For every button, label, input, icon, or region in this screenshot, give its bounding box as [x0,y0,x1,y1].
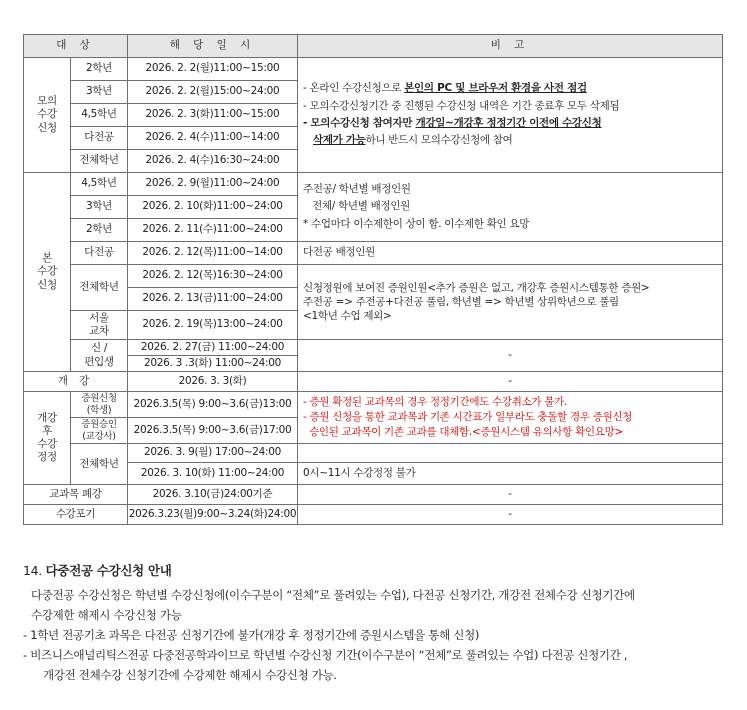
withdraw-label: 수강포기 [24,505,128,525]
row-target: 전체학년 [71,150,128,173]
new-student-note: - [298,340,723,372]
row-target: 전체학년 [71,444,128,485]
table-row [24,463,723,485]
table-row [24,372,723,392]
row-date: 2026. 2. 2(월)15:00~24:00 [128,81,298,104]
row-date: 2026. 2. 4(수)16:30~24:00 [128,150,298,173]
change-note-empty [298,444,723,463]
row-target: 증원신청 (학생) [71,392,128,418]
mock-note: - 온라인 수강신청으로 본인의 PC 및 브라우저 환경을 사전 점검 - 모의수강신청기간 중 진행된 수강신청 내역은 기간 종료후 모두 삭제됨 - 모의수강신청 참여자만 개강일~개강후 정정기간 이전에 수강신청 삭제가 가능하니 반드시 모의수강신청에 참여 [298,58,723,173]
group-mock: 모의 수강 신청 [24,58,71,173]
increase-note: - 증원 확정된 교과목의 경우 정정기간에도 수강취소가 불가. - 증원 신청을 통한 교과목과 기존 시간표가 일부라도 충돌할 경우 증원신청 승인된 교과목이 기존 교과를 대체함.<증원시스템 유의사항 확인요망> [298,392,723,444]
withdraw-note: - [298,505,723,525]
row-target: 증원승인 (교강사) [71,418,128,444]
table-row [24,173,723,196]
section-line: 개강전 전체수강 신청기간에 수강제한 해제시 수강신청 가능. [43,668,337,682]
multi-major-note: 다전공 배정인원 [298,242,723,265]
section-line: - 비즈니스애널리틱스전공 다중전공학과이므로 학년별 수강신청 기간(이수구분이 “전체”로 풀려있는 수업) 다전공 신청기간 , [23,648,628,662]
table-row [24,242,723,265]
opening-label: 개 강 [24,372,128,392]
row-date: 2026. 2. 11(수)11:00~24:00 [128,219,298,242]
row-date: 2026. 2. 12(목)11:00~14:00 [128,242,298,265]
row-target: 2학년 [71,219,128,242]
group-main: 본 수강 신청 [24,173,71,372]
section-line: 수강제한 해제시 수강신청 가능 [31,608,182,622]
table-row [24,505,723,525]
section-line: 다중전공 수강신청은 학년별 수강신청에(이수구분이 “전체”로 풀려있는 수업), 다전공 신청기간, 개강전 전체수강 신청기간에 [31,588,635,602]
table-row [24,392,723,418]
row-date: 2026. 2. 10(화)11:00~24:00 [128,196,298,219]
row-date: 2026. 2. 13(금)11:00~24:00 [128,288,298,311]
withdraw-date: 2026.3.23(월)9:00~3.24(화)24:00 [128,505,298,525]
row-date: 2026. 2. 12(목)16:30~24:00 [128,265,298,288]
multi-major-section [23,561,723,685]
closure-note: - [298,485,723,505]
row-date: 2026. 2. 2(월)11:00~15:00 [128,58,298,81]
row-target: 서울 교차 [71,311,128,340]
closure-date: 2026. 3.10(금)24:00기준 [128,485,298,505]
row-target: 3학년 [71,196,128,219]
table-row [24,265,723,288]
section-line: - 1학년 전공기초 과목은 다전공 신청기간에 불가(개강 후 정정기간에 증원시스템을 통해 신청) [23,628,480,642]
schedule-table [23,34,723,525]
table-row [24,58,723,81]
table-row [24,340,723,356]
row-date: 2026. 3. 10(화) 11:00~24:00 [128,463,298,485]
all-grade-note: 신청정원에 보여진 증원인원<추가 증원은 없고, 개강후 증원시스템통한 증원> 주전공 => 주전공+다전공 풀림, 학년별 => 학년별 상위학년으로 풀림 <1학년 수업 제외> [298,265,723,340]
row-date: 2026. 3. 9(월) 17:00~24:00 [128,444,298,463]
row-date: 2026. 2. 4(수)11:00~14:00 [128,127,298,150]
opening-note: - [298,372,723,392]
row-target: 3학년 [71,81,128,104]
section-title: 14. 다중전공 수강신청 안내 [23,563,172,578]
group-change: 개강 후 수강 정정 [24,392,71,485]
header-note: 비 고 [298,35,723,58]
row-target: 신 / 편입생 [71,340,128,372]
table-row [24,485,723,505]
header-datetime: 해 당 일 시 [128,35,298,58]
grade-note: 주전공/ 학년별 배정인원 전체/ 학년별 배정인원 * 수업마다 이수제한이 상이 함. 이수제한 확인 요망 [298,173,723,242]
closure-label: 교과목 폐강 [24,485,128,505]
row-date: 2026.3.5(목) 9:00~3.6(금)17:00 [128,418,298,444]
table-header-row [24,35,723,58]
row-date: 2026. 2. 19(목)13:00~24:00 [128,311,298,340]
row-date: 2026. 2. 9(월)11:00~24:00 [128,173,298,196]
change-note-time: 0시~11시 수강정정 불가 [298,463,723,485]
row-target: 다전공 [71,127,128,150]
row-date: 2026. 2. 27(금) 11:00~24:00 [128,340,298,356]
row-target: 다전공 [71,242,128,265]
row-target: 전체학년 [71,265,128,311]
opening-date: 2026. 3. 3(화) [128,372,298,392]
header-target: 대 상 [24,35,128,58]
row-date: 2026. 2. 3(화)11:00~15:00 [128,104,298,127]
row-target: 4,5학년 [71,173,128,196]
row-target: 4,5학년 [71,104,128,127]
row-date: 2026.3.5(목) 9:00~3.6(금)13:00 [128,392,298,418]
table-row [24,444,723,463]
row-date: 2026. 3 .3(화) 11:00~24:00 [128,356,298,372]
row-target: 2학년 [71,58,128,81]
